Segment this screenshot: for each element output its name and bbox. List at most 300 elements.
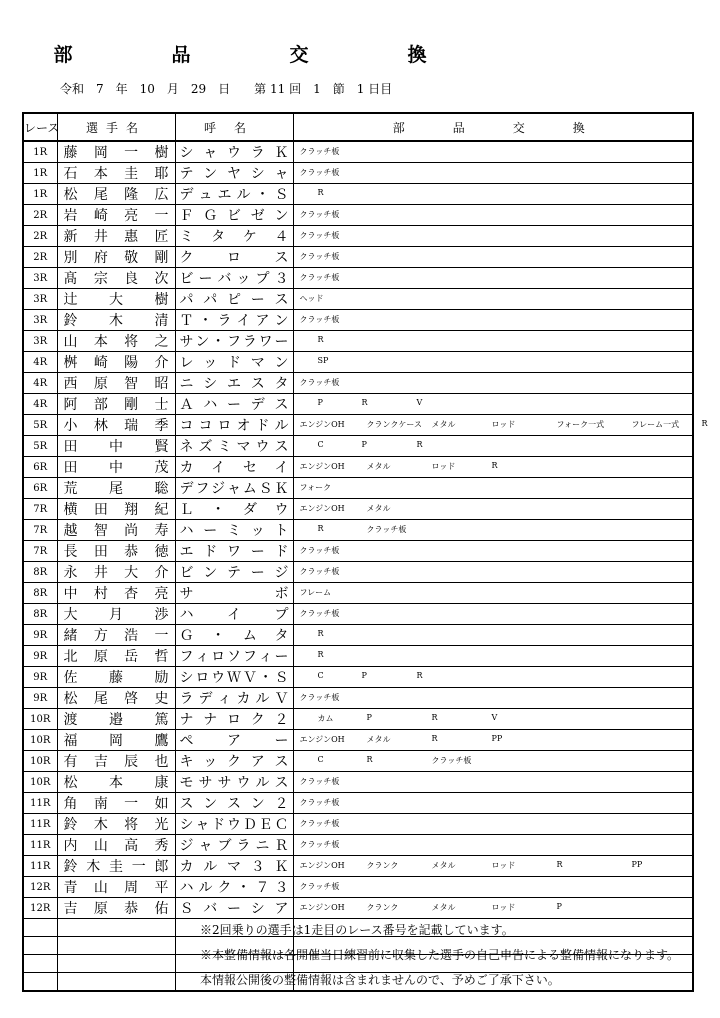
race-number: 10R (23, 751, 57, 772)
table-row (23, 709, 693, 730)
part-item: R (431, 713, 438, 722)
part-item: PP (491, 734, 503, 743)
part-item: SP (317, 356, 329, 365)
racer-name (57, 478, 175, 499)
racer-nickname (175, 520, 293, 541)
racer-name (57, 814, 175, 835)
part-item: P (366, 713, 372, 722)
part-item: クラッチ板 (299, 252, 340, 261)
parts-cell (293, 562, 693, 583)
parts-cell (293, 772, 693, 793)
part-item: R (416, 671, 423, 680)
racer-nickname-text: テ ン ヤ シ ャ (179, 166, 289, 182)
part-item: クラッチ板 (299, 819, 340, 828)
race-number: 11R (23, 814, 57, 835)
part-item: P (556, 902, 562, 911)
parts-cell (293, 352, 693, 373)
table-header-row (23, 113, 693, 141)
parts-cell (293, 205, 693, 226)
part-item: メタル (431, 861, 456, 870)
part-item: クラッチ板 (299, 840, 340, 849)
part-item: フォーク (299, 483, 332, 492)
racer-name (57, 352, 175, 373)
racer-name (57, 520, 175, 541)
race-number: 10R (23, 772, 57, 793)
racer-name (57, 457, 175, 478)
racer-nickname (175, 436, 293, 457)
part-item: クラッチ板 (299, 609, 340, 618)
race-number: 7R (23, 520, 57, 541)
racer-name-text: 新 井 惠 匠 (63, 229, 169, 245)
part-item: R (556, 860, 563, 869)
race-number: 7R (23, 541, 57, 562)
part-item: クラッチ板 (366, 525, 407, 534)
parts-cell (293, 373, 693, 394)
race-number: 9R (23, 625, 57, 646)
racer-name-text: 中 村 杏 亮 (63, 586, 169, 602)
part-item: V (416, 398, 423, 407)
race-number: 11R (23, 793, 57, 814)
race-number: 9R (23, 646, 57, 667)
race-number: 4R (23, 394, 57, 415)
racer-nickname-text: カ イ セ イ (179, 460, 289, 476)
racer-name (57, 667, 175, 688)
table-row (23, 436, 693, 457)
racer-nickname-text: ナ ナ ロ ク ２ (179, 712, 289, 728)
parts-cell (293, 394, 693, 415)
racer-name-text: 越 智 尚 寿 (63, 523, 169, 539)
racer-name-text: 吉 原 恭 佑 (63, 901, 169, 917)
part-item: P (361, 440, 367, 449)
racer-nickname (175, 688, 293, 709)
race-number: 7R (23, 499, 57, 520)
part-item: クラッチ板 (299, 693, 340, 702)
table-row (23, 856, 693, 877)
race-number: 5R (23, 415, 57, 436)
table-row (23, 141, 693, 163)
parts-cell (293, 898, 693, 919)
racer-nickname (175, 730, 293, 751)
note-line: 本情報公開後の整備情報は含まれませんので、予めご了承下さい。 (200, 973, 560, 987)
table-row (23, 163, 693, 184)
racer-name (57, 184, 175, 205)
part-item: クランク (366, 861, 399, 870)
race-number: 11R (23, 856, 57, 877)
racer-nickname (175, 562, 293, 583)
racer-nickname-text: Ｓ バ ー シ ア (179, 901, 289, 917)
racer-nickname (175, 814, 293, 835)
racer-name (57, 688, 175, 709)
parts-exchange-table (22, 112, 708, 992)
racer-name-text: 長 田 恭 徳 (63, 544, 169, 560)
racer-nickname-text: ラ デ ィ カ ル Ｖ (179, 691, 289, 707)
racer-name-text: 福 岡 鷹 (63, 733, 169, 749)
race-number: 5R (23, 436, 57, 457)
racer-nickname-text: Ｌ ・ ダ ウ (179, 502, 289, 518)
table-row (23, 289, 693, 310)
racer-nickname-text: シ ャ ウ ラ Ｋ (179, 145, 289, 161)
racer-nickname-text: デ フ ジ ャ ム Ｓ Ｋ (179, 481, 289, 497)
part-item: R (317, 335, 324, 344)
parts-cell (293, 289, 693, 310)
table-row (23, 835, 693, 856)
blank-cell (23, 919, 57, 937)
race-number: 8R (23, 604, 57, 625)
table-row (23, 688, 693, 709)
part-item: R (416, 440, 423, 449)
parts-cell (293, 499, 693, 520)
part-item: クラッチ板 (299, 546, 340, 555)
racer-name (57, 289, 175, 310)
racer-nickname (175, 772, 293, 793)
race-number: 2R (23, 226, 57, 247)
racer-nickname (175, 898, 293, 919)
racer-nickname (175, 352, 293, 373)
part-item: ロッド (491, 861, 516, 870)
parts-cell (293, 457, 693, 478)
racer-name (57, 583, 175, 604)
racer-nickname (175, 793, 293, 814)
part-item: フォーク一式 (556, 420, 605, 429)
blank-cell (23, 973, 57, 992)
part-item: エンジンOH (299, 903, 345, 912)
racer-name-text: 青 山 周 平 (63, 880, 169, 896)
table-row (23, 478, 693, 499)
parts-cell (293, 541, 693, 562)
race-number: 1R (23, 141, 57, 163)
racer-nickname (175, 709, 293, 730)
part-item: クラッチ板 (299, 798, 340, 807)
racer-name (57, 898, 175, 919)
parts-cell (293, 331, 693, 352)
part-item: クラッチ板 (299, 231, 340, 240)
part-item: PP (631, 860, 643, 869)
racer-nickname (175, 625, 293, 646)
racer-name-text: 松 本 康 (63, 775, 169, 791)
racer-nickname (175, 604, 293, 625)
part-item: フレーム一式 (631, 420, 680, 429)
racer-name (57, 709, 175, 730)
racer-nickname-text: ク ロ ス (179, 250, 289, 266)
part-item: クラッチ板 (299, 210, 340, 219)
racer-name-text: 佐 藤 励 (63, 670, 169, 686)
racer-name (57, 856, 175, 877)
racer-nickname (175, 877, 293, 898)
racer-name (57, 793, 175, 814)
race-number: 3R (23, 268, 57, 289)
racer-nickname-text: ビ ン テ ー ジ (179, 565, 289, 581)
race-number: 12R (23, 898, 57, 919)
racer-name (57, 562, 175, 583)
table-row (23, 562, 693, 583)
header-parts-label: 部品交換 (392, 120, 633, 135)
race-number: 9R (23, 667, 57, 688)
racer-name-text: 阿 部 剛 士 (63, 397, 169, 413)
race-number: 1R (23, 184, 57, 205)
part-item: R (366, 755, 373, 764)
table-row (23, 331, 693, 352)
parts-cell (293, 247, 693, 268)
racer-nickname (175, 499, 293, 520)
racer-nickname (175, 394, 293, 415)
part-item: ヘッド (299, 294, 324, 303)
racer-name-text: 小 林 瑞 季 (63, 418, 169, 434)
racer-name (57, 205, 175, 226)
racer-nickname-text: カ ル マ ３ Ｋ (179, 859, 289, 875)
part-item: C (317, 755, 324, 764)
racer-name-text: 田 中 賢 (63, 439, 169, 455)
parts-cell (293, 646, 693, 667)
racer-name (57, 331, 175, 352)
race-number: 2R (23, 205, 57, 226)
table-row (23, 352, 693, 373)
part-item: メタル (366, 504, 391, 513)
part-item: R (317, 629, 324, 638)
blank-cell (57, 919, 175, 937)
parts-cell (293, 814, 693, 835)
race-number: 12R (23, 877, 57, 898)
racer-nickname (175, 163, 293, 184)
racer-name-text: 田 中 茂 (63, 460, 169, 476)
racer-nickname-text: レ ッ ド マ ン (179, 355, 289, 371)
part-item: V (491, 713, 498, 722)
blank-cell (57, 937, 175, 955)
racer-name (57, 247, 175, 268)
race-number: 8R (23, 562, 57, 583)
table-row (23, 247, 693, 268)
racer-name (57, 226, 175, 247)
racer-name (57, 604, 175, 625)
racer-nickname-text: ニ シ エ ス タ (179, 376, 289, 392)
part-item: クラッチ板 (299, 378, 340, 387)
parts-cell (293, 604, 693, 625)
racer-nickname-text: Ａ ハ ー デ ス (179, 397, 289, 413)
parts-cell (293, 793, 693, 814)
table-row (23, 667, 693, 688)
part-item: クラッチ板 (299, 882, 340, 891)
racer-name (57, 541, 175, 562)
part-item: エンジンOH (299, 420, 345, 429)
blank-cell (57, 973, 175, 992)
part-item: ロッド (491, 420, 516, 429)
race-number: 4R (23, 352, 57, 373)
racer-nickname-text: ハ ー ミ ッ ト (179, 523, 289, 539)
racer-name (57, 772, 175, 793)
blank-cell (23, 937, 57, 955)
racer-nickname (175, 184, 293, 205)
table-row (23, 751, 693, 772)
racer-nickname-text: モ サ サ ウ ル ス (179, 775, 289, 791)
racer-name-text: 山 本 将 之 (63, 334, 169, 350)
racer-name-text: 内 山 高 秀 (63, 838, 169, 854)
race-number: 6R (23, 478, 57, 499)
table-row (23, 772, 693, 793)
racer-nickname-text: ビ ー バ ッ プ ３ (179, 271, 289, 287)
racer-nickname (175, 856, 293, 877)
part-item: R (701, 419, 708, 428)
table-body (23, 141, 708, 991)
parts-cell (293, 226, 693, 247)
racer-name (57, 268, 175, 289)
racer-name-text: 髙 宗 良 次 (63, 271, 169, 287)
part-item: クラッチ板 (299, 147, 340, 156)
table-row (23, 205, 693, 226)
racer-name-text: 藤 岡 一 樹 (63, 145, 169, 161)
parts-cell (293, 751, 693, 772)
racer-nickname (175, 415, 293, 436)
racer-name (57, 415, 175, 436)
racer-nickname-text: パ パ ピ ー ス (179, 292, 289, 308)
racer-name (57, 877, 175, 898)
race-number: 3R (23, 331, 57, 352)
part-item: R (431, 734, 438, 743)
part-item: クランク (366, 903, 399, 912)
racer-name (57, 751, 175, 772)
table-row (23, 583, 693, 604)
part-item: クラッチ板 (431, 756, 472, 765)
racer-nickname-text: ハ ル ク ・ ７ ３ (179, 880, 289, 896)
racer-nickname-text: ペ ア ー (179, 733, 289, 749)
table-row (23, 310, 693, 331)
table-row (23, 604, 693, 625)
racer-name-text: 岩 崎 亮 一 (63, 208, 169, 224)
racer-nickname (175, 478, 293, 499)
table-row (23, 226, 693, 247)
racer-name-text: 大 月 渉 (63, 607, 169, 623)
racer-nickname-text: デ ュ エ ル ・ Ｓ (179, 187, 289, 203)
part-item: メタル (431, 420, 456, 429)
racer-name-text: 鈴 木 将 光 (63, 817, 169, 833)
racer-nickname (175, 373, 293, 394)
racer-nickname (175, 541, 293, 562)
part-item: R (491, 461, 498, 470)
race-number: 9R (23, 688, 57, 709)
racer-name (57, 310, 175, 331)
racer-nickname-text: キ ッ ク ア ス (179, 754, 289, 770)
parts-cell (293, 730, 693, 751)
table-row (23, 877, 693, 898)
blank-cell (23, 955, 57, 973)
header-race: レース (23, 113, 57, 141)
race-number: 6R (23, 457, 57, 478)
parts-cell (293, 478, 693, 499)
racer-name-text: 横 田 翔 紀 (63, 502, 169, 518)
parts-cell (293, 268, 693, 289)
racer-nickname (175, 835, 293, 856)
date-line: 令和 7 年 10 月 29 日 第 11 回 1 節 1 日目 (60, 82, 393, 96)
racer-nickname-text: Ｇ ・ ム タ (179, 628, 289, 644)
racer-nickname (175, 457, 293, 478)
table-row (23, 625, 693, 646)
part-item: クラッチ板 (299, 567, 340, 576)
part-item: フレーム (299, 588, 332, 597)
race-number: 3R (23, 289, 57, 310)
table-row (23, 646, 693, 667)
parts-cell (293, 835, 693, 856)
racer-nickname (175, 310, 293, 331)
racer-nickname-text: シ ャ ド ウ Ｄ Ｅ Ｃ (179, 817, 289, 833)
header-name: 選手名 (57, 113, 175, 141)
parts-cell (293, 583, 693, 604)
racer-nickname (175, 141, 293, 163)
part-item: P (361, 671, 367, 680)
table-row (23, 457, 693, 478)
racer-name-text: 北 原 岳 哲 (63, 649, 169, 665)
part-item: R (361, 398, 368, 407)
racer-nickname-text: ジ ャ ブ ラ ニ Ｒ (179, 838, 289, 854)
race-number: 8R (23, 583, 57, 604)
racer-nickname (175, 646, 293, 667)
part-item: R (317, 650, 324, 659)
racer-nickname-text: シ ロ ウ Ｗ Ｖ ・ Ｓ (179, 670, 289, 686)
parts-cell (293, 184, 693, 205)
race-number: 3R (23, 310, 57, 331)
parts-cell (293, 163, 693, 184)
racer-name (57, 436, 175, 457)
racer-nickname-text: Ｆ Ｇ ビ ゼ ン (179, 208, 289, 224)
part-item: C (317, 671, 324, 680)
part-item: クランクケース (366, 420, 422, 429)
parts-cell (293, 141, 693, 163)
racer-nickname (175, 331, 293, 352)
racer-nickname (175, 226, 293, 247)
racer-name-text: 荒 尾 聡 (63, 481, 169, 497)
table-row (23, 730, 693, 751)
header-parts (293, 113, 693, 141)
part-item: メタル (366, 462, 391, 471)
note-line: ※本整備情報は各開催当日練習前に収集した選手の自己申告による整備情報になります。 (200, 948, 680, 962)
race-number: 11R (23, 835, 57, 856)
part-item: クラッチ板 (299, 315, 340, 324)
header-nick: 呼名 (175, 113, 293, 141)
racer-name (57, 730, 175, 751)
table-row (23, 793, 693, 814)
parts-cell (293, 688, 693, 709)
racer-nickname-text: ス ン ス ン ２ (179, 796, 289, 812)
parts-cell (293, 310, 693, 331)
part-item: エンジンOH (299, 735, 345, 744)
racer-name (57, 646, 175, 667)
race-number: 10R (23, 730, 57, 751)
racer-name-text: 鈴 木 圭 一 郎 (63, 859, 169, 875)
racer-name (57, 499, 175, 520)
racer-nickname (175, 583, 293, 604)
racer-nickname (175, 667, 293, 688)
racer-name-text: 鈴 木 清 (63, 313, 169, 329)
notes (200, 918, 679, 993)
table-row (23, 499, 693, 520)
part-item: C (317, 440, 324, 449)
racer-name (57, 835, 175, 856)
racer-name-text: 松 尾 啓 史 (63, 691, 169, 707)
part-item: R (317, 524, 324, 533)
racer-name-text: 永 井 大 介 (63, 565, 169, 581)
racer-nickname-text: サ ボ (179, 586, 289, 602)
racer-name-text: 有 吉 辰 也 (63, 754, 169, 770)
table-row (23, 268, 693, 289)
parts-cell (293, 856, 693, 877)
parts-cell (293, 709, 693, 730)
racer-nickname (175, 751, 293, 772)
racer-name-text: 松 尾 隆 広 (63, 187, 169, 203)
table-row (23, 898, 693, 919)
race-number: 4R (23, 373, 57, 394)
part-item: ロッド (431, 462, 456, 471)
racer-nickname-text: Ｔ ・ ラ イ ア ン (179, 313, 289, 329)
table-row (23, 541, 693, 562)
racer-name-text: 辻 大 樹 (63, 292, 169, 308)
parts-cell (293, 625, 693, 646)
